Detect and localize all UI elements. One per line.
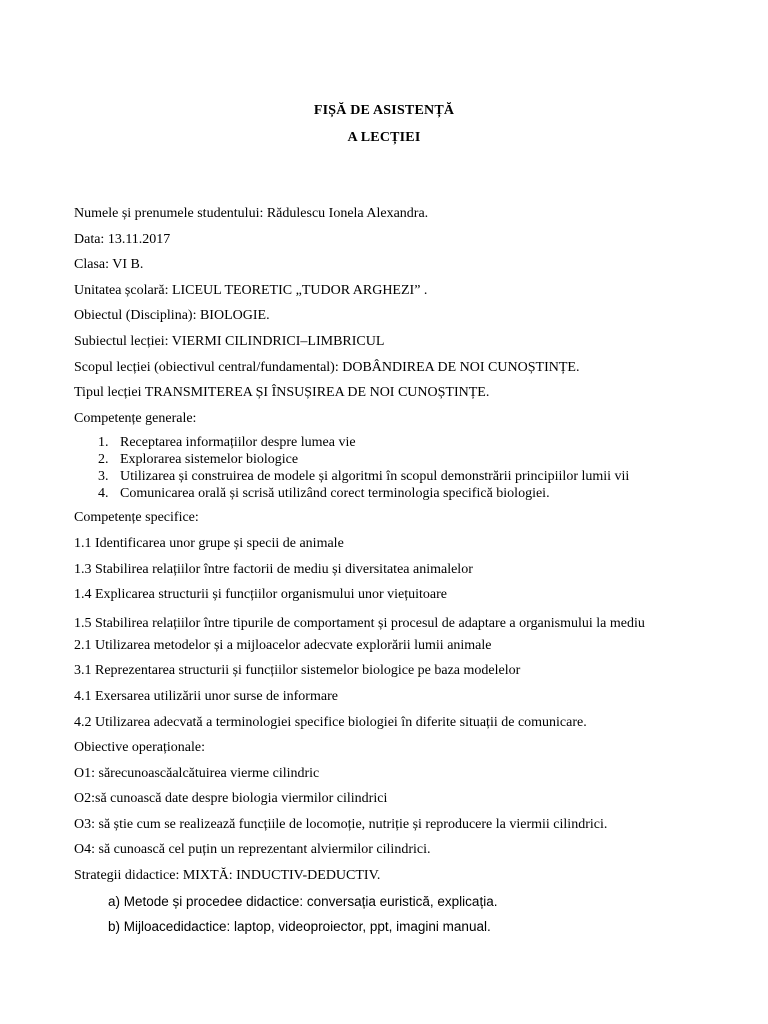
class-line: Clasa: VI B.	[74, 257, 144, 273]
list-item-number: 4.	[98, 486, 109, 502]
student-name-line: Numele și prenumele studentului: Rădulescu Ionela Alexandra.	[74, 206, 429, 221]
list-item-number: 1.	[98, 435, 109, 451]
specific-competence-item: 4.1 Exersarea utilizării unor surse de informare	[74, 688, 338, 704]
list-item	[98, 434, 696, 451]
list-item-number: 3.	[98, 469, 109, 485]
document-subtitle: A LECȚIEI	[347, 130, 421, 145]
subject-line: Obiectul (Disciplina): BIOLOGIE.	[74, 308, 270, 324]
strategy-line: Strategii didactice: MIXTĂ: INDUCTIV-DEDUCTIV.	[74, 868, 381, 884]
list-item	[98, 468, 696, 485]
objective-item: O1: sărecunoascăalcătuirea vierme cilindric	[74, 765, 320, 781]
list-item	[98, 485, 696, 502]
specific-competences-heading: Competențe specifice:	[74, 510, 199, 526]
lesson-goal-line: Scopul lecției (obiectivul central/fundamental): DOBÂNDIREA DE NOI CUNOȘTINȚE.	[74, 359, 580, 375]
general-competences-heading: Competențe generale:	[74, 410, 197, 426]
objective-item: O4: să cunoască cel puțin un reprezentant alviermilor cilindrici.	[74, 842, 431, 858]
specific-competence-item: 1.1 Identificarea unor grupe și specii de animale	[74, 535, 344, 551]
lesson-topic-line: Subiectul lecției: VIERMI CILINDRICI–LIMBRICUL	[74, 333, 385, 349]
objectives-heading: Obiective operaționale:	[74, 740, 205, 756]
specific-competence-item: 2.1 Utilizarea metodelor și a mijloacelor adecvate explorării lumii animale	[74, 637, 492, 653]
list-item-text: Receptarea informațiilor despre lumea vie	[120, 435, 356, 451]
list-item-number: 2.	[98, 452, 109, 468]
list-item-text: Comunicarea orală și scrisă utilizând corect terminologia specifică biologiei.	[120, 486, 550, 502]
strategy-means: b) Mijloacedidactice: laptop, videoproiector, ppt, imagini manual.	[108, 919, 491, 935]
document-body	[74, 204, 696, 943]
list-item	[98, 451, 696, 468]
document-title: FIȘĂ DE ASISTENȚĂ	[313, 103, 455, 118]
school-line: Unitatea școlară: LICEUL TEORETIC „TUDOR ARGHEZI” .	[74, 282, 428, 298]
objective-item: O3: să știe cum se realizează funcțiile de locomoție, nutriție și reproducere la viermii cilindrici.	[74, 816, 608, 832]
objective-item: O2:să cunoască date despre biologia viermilor cilindrici	[74, 791, 388, 807]
specific-competence-item: 3.1 Reprezentarea structurii și funcțiilor sistemelor biologice pe baza modelelor	[74, 663, 521, 679]
list-item-text: Explorarea sistemelor biologice	[120, 452, 299, 468]
date-line: Data: 13.11.2017	[74, 231, 171, 247]
specific-competence-item: 4.2 Utilizarea adecvată a terminologiei specifice biologiei în diferite situații de comunicare.	[74, 714, 587, 730]
list-item-text: Utilizarea și construirea de modele și algoritmi în scopul demonstrării principiilor lumii vii	[120, 469, 630, 485]
specific-competence-item: 1.5 Stabilirea relațiilor între tipurile de comportament și procesul de adaptare a organismului la mediu	[74, 615, 645, 631]
strategy-methods: a) Metode și procedee didactice: conversația euristică, explicația.	[108, 893, 498, 909]
specific-competence-item: 1.4 Explicarea structurii și funcțiilor organismului unor viețuitoare	[74, 587, 447, 603]
specific-competence-item: 1.3 Stabilirea relațiilor între factorii de mediu și diversitatea animalelor	[74, 561, 473, 577]
lesson-type-line: Tipul lecției TRANSMITEREA ȘI ÎNSUȘIREA DE NOI CUNOȘTINȚE.	[74, 385, 490, 401]
general-competences-list	[74, 434, 696, 502]
